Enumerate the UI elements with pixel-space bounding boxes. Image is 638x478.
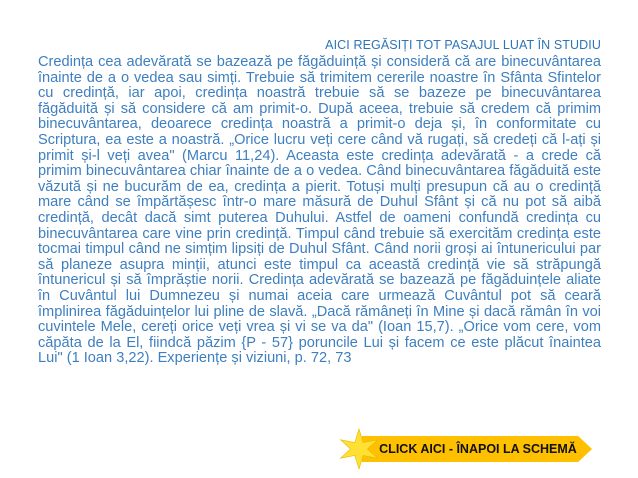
back-button-label: CLICK AICI - ÎNAPOI LA SCHEMĂ xyxy=(379,442,577,456)
source-link[interactable]: AICI REGĂSIȚI TOT PASAJUL LUAT ÎN STUDIU xyxy=(325,38,601,52)
back-to-schema-button[interactable] xyxy=(338,428,595,470)
passage-text: Credința cea adevărată se bazează pe făgăduință și consideră că are binecuvântarea înainte de a o vedea sau simți. Trebuie să trimitem cererile noastre în Sfânta Sfintelor cu credință, iar apoi, credința noastră trebuie să se bazeze pe binecuvântarea făgăduită și să considere că am primit-o. După aceea, trebuie să credem că primim binecuvântarea, deoarece credința noastră a primit-o deja și, în conformitate cu Scriptura, ea este a noastră. „Orice lucru veți cere când vă rugați, să credeți că l-ați și primit și-l veți avea" (Marcu 11,24). Aceasta este credința adevărată - a crede că primim binecuvântarea chiar înainte de a o vedea. Când binecuvântarea făgăduită este văzută și ne bucurăm de ea, credința a pierit. Totuși mulți presupun că au o credință mare când se împărtășesc într-o mare măsură de Duhul Sfânt și că nu pot să aibă credință, decât dacă simt puterea Duhului. Astfel de oameni confundă credința cu binecuvântarea care vine prin credință. Timpul când trebuie să exercităm credința este tocmai timpul când ne simțim lipsiți de Duhul Sfânt. Când norii groși ai întunericului par să planeze asupra minții, atunci este timpul ca această credință vie să străpungă întunericul și să împrăștie norii. Credința adevărată se bazează pe făgăduințele aliate în Cuvântul lui Dumnezeu și numai aceia care urmează Cuvântul pot să ceară împlinirea făgăduințelor lui pline de slavă. „Dacă rămâneți în Mine și dacă rămân în voi cuvintele Mele, cereți orice veți vrea și vi se va da" (Ioan 15,7). „Orice vom cere, vom căpăta de la El, fiindcă păzim {P - 57} poruncile Lui și facem ce este plăcut înaintea Lui" (1 Ioan 3,22). Experiențe și viziuni, p. 72, 73 xyxy=(38,54,601,367)
